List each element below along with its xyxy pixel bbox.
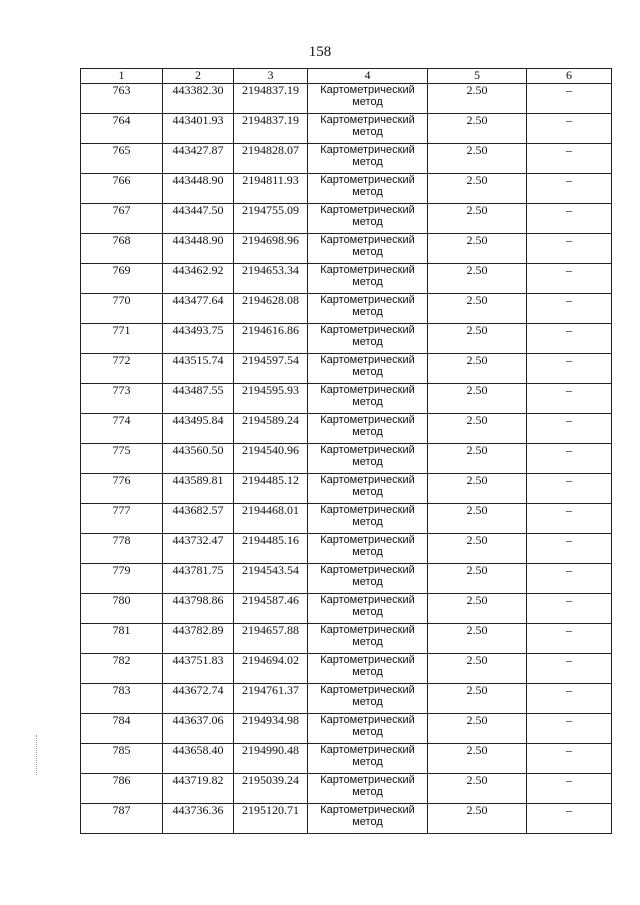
method-cell: Картометрический метод — [308, 504, 428, 534]
method-cell: Картометрический метод — [308, 564, 428, 594]
note-cell: – — [527, 534, 612, 564]
point-number-cell: 784 — [81, 714, 163, 744]
note-cell: – — [527, 414, 612, 444]
x-coordinate-cell: 443682.57 — [163, 504, 234, 534]
point-number-cell: 786 — [81, 774, 163, 804]
y-coordinate-cell: 2194540.96 — [234, 444, 308, 474]
method-cell: Картометрический метод — [308, 384, 428, 414]
x-coordinate-cell: 443798.86 — [163, 594, 234, 624]
y-coordinate-cell: 2194694.02 — [234, 654, 308, 684]
note-cell: – — [527, 624, 612, 654]
y-coordinate-cell: 2194657.88 — [234, 624, 308, 654]
page-number: 158 — [308, 44, 332, 60]
x-coordinate-cell: 443637.06 — [163, 714, 234, 744]
point-number-cell: 767 — [81, 204, 163, 234]
column-header: 6 — [527, 69, 612, 84]
y-coordinate-cell: 2194587.46 — [234, 594, 308, 624]
x-coordinate-cell: 443477.64 — [163, 294, 234, 324]
error-cell: 2.50 — [428, 564, 527, 594]
error-cell: 2.50 — [428, 144, 527, 174]
point-number-cell: 779 — [81, 564, 163, 594]
error-cell: 2.50 — [428, 504, 527, 534]
y-coordinate-cell: 2194628.08 — [234, 294, 308, 324]
x-coordinate-cell: 443672.74 — [163, 684, 234, 714]
y-coordinate-cell: 2194698.96 — [234, 234, 308, 264]
note-cell: – — [527, 444, 612, 474]
error-cell: 2.50 — [428, 264, 527, 294]
x-coordinate-cell: 443782.89 — [163, 624, 234, 654]
error-cell: 2.50 — [428, 624, 527, 654]
x-coordinate-cell: 443736.36 — [163, 804, 234, 834]
table-row — [81, 84, 612, 114]
point-number-cell: 772 — [81, 354, 163, 384]
point-number-cell: 764 — [81, 114, 163, 144]
point-number-cell: 766 — [81, 174, 163, 204]
table-row — [81, 114, 612, 144]
error-cell: 2.50 — [428, 774, 527, 804]
note-cell: – — [527, 654, 612, 684]
table-row — [81, 684, 612, 714]
method-cell: Картометрический метод — [308, 84, 428, 114]
y-coordinate-cell: 2194755.09 — [234, 204, 308, 234]
y-coordinate-cell: 2194597.54 — [234, 354, 308, 384]
note-cell: – — [527, 84, 612, 114]
table-row — [81, 324, 612, 354]
point-number-cell: 775 — [81, 444, 163, 474]
table-row — [81, 654, 612, 684]
y-coordinate-cell: 2194485.12 — [234, 474, 308, 504]
error-cell: 2.50 — [428, 804, 527, 834]
method-cell: Картометрический метод — [308, 534, 428, 564]
x-coordinate-cell: 443589.81 — [163, 474, 234, 504]
table-row — [81, 414, 612, 444]
error-cell: 2.50 — [428, 414, 527, 444]
note-cell: – — [527, 294, 612, 324]
x-coordinate-cell: 443487.55 — [163, 384, 234, 414]
column-header: 1 — [81, 69, 163, 84]
error-cell: 2.50 — [428, 174, 527, 204]
method-cell: Картометрический метод — [308, 324, 428, 354]
y-coordinate-cell: 2194837.19 — [234, 114, 308, 144]
x-coordinate-cell: 443560.50 — [163, 444, 234, 474]
note-cell: – — [527, 504, 612, 534]
method-cell: Картометрический метод — [308, 744, 428, 774]
table-row — [81, 354, 612, 384]
error-cell: 2.50 — [428, 234, 527, 264]
table-row — [81, 804, 612, 834]
method-cell: Картометрический метод — [308, 174, 428, 204]
point-number-cell: 768 — [81, 234, 163, 264]
table-row — [81, 174, 612, 204]
x-coordinate-cell: 443448.90 — [163, 234, 234, 264]
x-coordinate-cell: 443732.47 — [163, 534, 234, 564]
method-cell: Картометрический метод — [308, 594, 428, 624]
method-cell: Картометрический метод — [308, 774, 428, 804]
x-coordinate-cell: 443493.75 — [163, 324, 234, 354]
point-number-cell: 782 — [81, 654, 163, 684]
y-coordinate-cell: 2195120.71 — [234, 804, 308, 834]
column-header: 5 — [428, 69, 527, 84]
x-coordinate-cell: 443448.90 — [163, 174, 234, 204]
point-number-cell: 765 — [81, 144, 163, 174]
table-header — [81, 69, 612, 84]
note-cell: – — [527, 234, 612, 264]
header-row — [81, 69, 612, 84]
note-cell: – — [527, 264, 612, 294]
x-coordinate-cell: 443447.50 — [163, 204, 234, 234]
y-coordinate-cell: 2194616.86 — [234, 324, 308, 354]
column-header: 3 — [234, 69, 308, 84]
method-cell: Картометрический метод — [308, 414, 428, 444]
x-coordinate-cell: 443751.83 — [163, 654, 234, 684]
error-cell: 2.50 — [428, 744, 527, 774]
y-coordinate-cell: 2194653.34 — [234, 264, 308, 294]
point-number-cell: 776 — [81, 474, 163, 504]
note-cell: – — [527, 684, 612, 714]
point-number-cell: 780 — [81, 594, 163, 624]
table-row — [81, 204, 612, 234]
table-row — [81, 744, 612, 774]
point-number-cell: 770 — [81, 294, 163, 324]
method-cell: Картометрический метод — [308, 684, 428, 714]
note-cell: – — [527, 744, 612, 774]
x-coordinate-cell: 443719.82 — [163, 774, 234, 804]
error-cell: 2.50 — [428, 204, 527, 234]
method-cell: Картометрический метод — [308, 654, 428, 684]
table-row — [81, 714, 612, 744]
x-coordinate-cell: 443401.93 — [163, 114, 234, 144]
note-cell: – — [527, 204, 612, 234]
y-coordinate-cell: 2194543.54 — [234, 564, 308, 594]
y-coordinate-cell: 2194485.16 — [234, 534, 308, 564]
method-cell: Картометрический метод — [308, 234, 428, 264]
y-coordinate-cell: 2195039.24 — [234, 774, 308, 804]
point-number-cell: 773 — [81, 384, 163, 414]
x-coordinate-cell: 443781.75 — [163, 564, 234, 594]
method-cell: Картометрический метод — [308, 624, 428, 654]
note-cell: – — [527, 564, 612, 594]
table-row — [81, 144, 612, 174]
note-cell: – — [527, 384, 612, 414]
point-number-cell: 783 — [81, 684, 163, 714]
note-cell: – — [527, 804, 612, 834]
x-coordinate-cell: 443658.40 — [163, 744, 234, 774]
method-cell: Картометрический метод — [308, 474, 428, 504]
error-cell: 2.50 — [428, 684, 527, 714]
error-cell: 2.50 — [428, 294, 527, 324]
note-cell: – — [527, 354, 612, 384]
column-header: 4 — [308, 69, 428, 84]
point-number-cell: 774 — [81, 414, 163, 444]
table-row — [81, 264, 612, 294]
error-cell: 2.50 — [428, 114, 527, 144]
y-coordinate-cell: 2194468.01 — [234, 504, 308, 534]
y-coordinate-cell: 2194934.98 — [234, 714, 308, 744]
point-number-cell: 763 — [81, 84, 163, 114]
method-cell: Картометрический метод — [308, 444, 428, 474]
y-coordinate-cell: 2194990.48 — [234, 744, 308, 774]
point-number-cell: 771 — [81, 324, 163, 354]
note-cell: – — [527, 594, 612, 624]
note-cell: – — [527, 774, 612, 804]
note-cell: – — [527, 174, 612, 204]
y-coordinate-cell: 2194589.24 — [234, 414, 308, 444]
error-cell: 2.50 — [428, 534, 527, 564]
method-cell: Картометрический метод — [308, 294, 428, 324]
y-coordinate-cell: 2194811.93 — [234, 174, 308, 204]
point-number-cell: 781 — [81, 624, 163, 654]
method-cell: Картометрический метод — [308, 114, 428, 144]
x-coordinate-cell: 443462.92 — [163, 264, 234, 294]
table-row — [81, 594, 612, 624]
table-row — [81, 474, 612, 504]
y-coordinate-cell: 2194761.37 — [234, 684, 308, 714]
method-cell: Картометрический метод — [308, 144, 428, 174]
note-cell: – — [527, 474, 612, 504]
point-number-cell: 769 — [81, 264, 163, 294]
table-row — [81, 444, 612, 474]
table-row — [81, 774, 612, 804]
y-coordinate-cell: 2194828.07 — [234, 144, 308, 174]
point-number-cell: 787 — [81, 804, 163, 834]
x-coordinate-cell: 443382.30 — [163, 84, 234, 114]
table-row — [81, 624, 612, 654]
point-number-cell: 777 — [81, 504, 163, 534]
error-cell: 2.50 — [428, 474, 527, 504]
error-cell: 2.50 — [428, 444, 527, 474]
point-number-cell: 785 — [81, 744, 163, 774]
method-cell: Картометрический метод — [308, 714, 428, 744]
method-cell: Картометрический метод — [308, 354, 428, 384]
error-cell: 2.50 — [428, 714, 527, 744]
error-cell: 2.50 — [428, 354, 527, 384]
note-cell: – — [527, 714, 612, 744]
table-row — [81, 294, 612, 324]
x-coordinate-cell: 443515.74 — [163, 354, 234, 384]
error-cell: 2.50 — [428, 84, 527, 114]
margin-scan-marks — [36, 735, 41, 775]
y-coordinate-cell: 2194837.19 — [234, 84, 308, 114]
method-cell: Картометрический метод — [308, 264, 428, 294]
table-row — [81, 534, 612, 564]
error-cell: 2.50 — [428, 654, 527, 684]
y-coordinate-cell: 2194595.93 — [234, 384, 308, 414]
note-cell: – — [527, 114, 612, 144]
table-row — [81, 564, 612, 594]
note-cell: – — [527, 144, 612, 174]
point-number-cell: 778 — [81, 534, 163, 564]
table-row — [81, 384, 612, 414]
table-body — [81, 84, 612, 834]
table-row — [81, 504, 612, 534]
coordinates-table — [80, 68, 612, 834]
error-cell: 2.50 — [428, 324, 527, 354]
error-cell: 2.50 — [428, 594, 527, 624]
method-cell: Картометрический метод — [308, 204, 428, 234]
column-header: 2 — [163, 69, 234, 84]
x-coordinate-cell: 443427.87 — [163, 144, 234, 174]
x-coordinate-cell: 443495.84 — [163, 414, 234, 444]
table-row — [81, 234, 612, 264]
error-cell: 2.50 — [428, 384, 527, 414]
note-cell: – — [527, 324, 612, 354]
method-cell: Картометрический метод — [308, 804, 428, 834]
